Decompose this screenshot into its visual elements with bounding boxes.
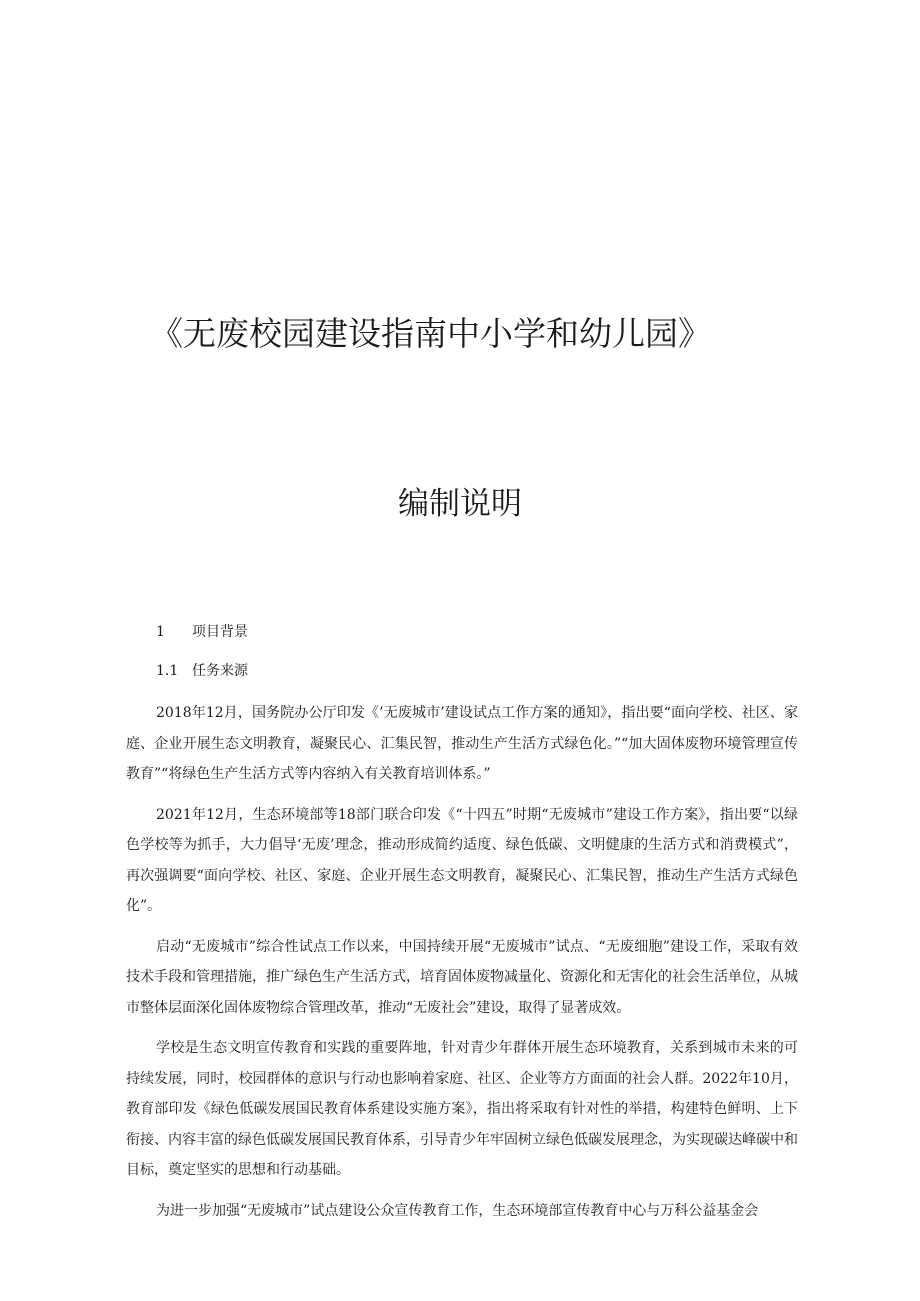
section-heading-1: [156, 622, 248, 642]
document-subtitle: 编制说明: [398, 486, 522, 522]
section-heading-1-1: [156, 661, 248, 681]
paragraph-5: 为进一步加强“无废城市”试点建设公众宣传教育工作，生态环境部宣传教育中心与万科公益基金会: [156, 1202, 759, 1219]
section-number: 1.1: [156, 663, 179, 679]
paragraph-4: 学校是生态文明宣传教育和实践的重要阵地，针对青少年群体开展生态环境教育，关系到城市未来的可持续发展，同时，校园群体的意识与行动也影响着家庭、社区、企业等方方面面的社会人群。2022年10月，教育部印发《绿色低碳发展国民教育体系建设实施方案》，指出将采取有针对性的举措，构建特色鲜明、上下衔接、内容丰富的绿色低碳发展国民教育体系，引导青少年牢固树立绿色低碳发展理念，为实现碳达峰碳中和目标，奠定坚实的思想和行动基础。: [126, 1040, 798, 1178]
paragraph-2: 2021年12月，生态环境部等18部门联合印发《“十四五”时期“无废城市”建设工作方案》，指出要“以绿色学校等为抓手，大力倡导‘无废’理念，推动形成简约适度、绿色低碳、文明健康的生活方式和消费模式”，再次强调要“面向学校、社区、家庭、企业开展生态文明教育，凝聚民心、汇集民智，推动生产生活方式绿色化”。: [126, 806, 798, 914]
paragraph-3: 启动“无废城市”综合性试点工作以来，中国持续开展“无废城市”试点、“无废细胞”建设工作，采取有效技术手段和管理措施，推广绿色生产生活方式，培育固体废物减量化、资源化和无害化的社会生活单位，从城市整体层面深化固体废物综合管理改革，推动“无废社会”建设，取得了显著成效。: [126, 938, 798, 1016]
document-body: [126, 698, 798, 1236]
section-title: 任务来源: [192, 663, 248, 679]
paragraph-1: 2018年12月，国务院办公厅印发《’无废城市’建设试点工作方案的通知》，指出要“面向学校、社区、家庭、企业开展生态文明教育，凝聚民心、汇集民智，推动生产生活方式绿色化。”“加大固体废物环境管理宣传教育”“将绿色生产生活方式等内容纳入有关教育培训体系。”: [126, 705, 798, 782]
section-number: 1: [156, 624, 165, 640]
section-title: 项目背景: [192, 624, 248, 640]
document-title: 《无废校园建设指南中小学和幼儿园》: [150, 314, 711, 353]
